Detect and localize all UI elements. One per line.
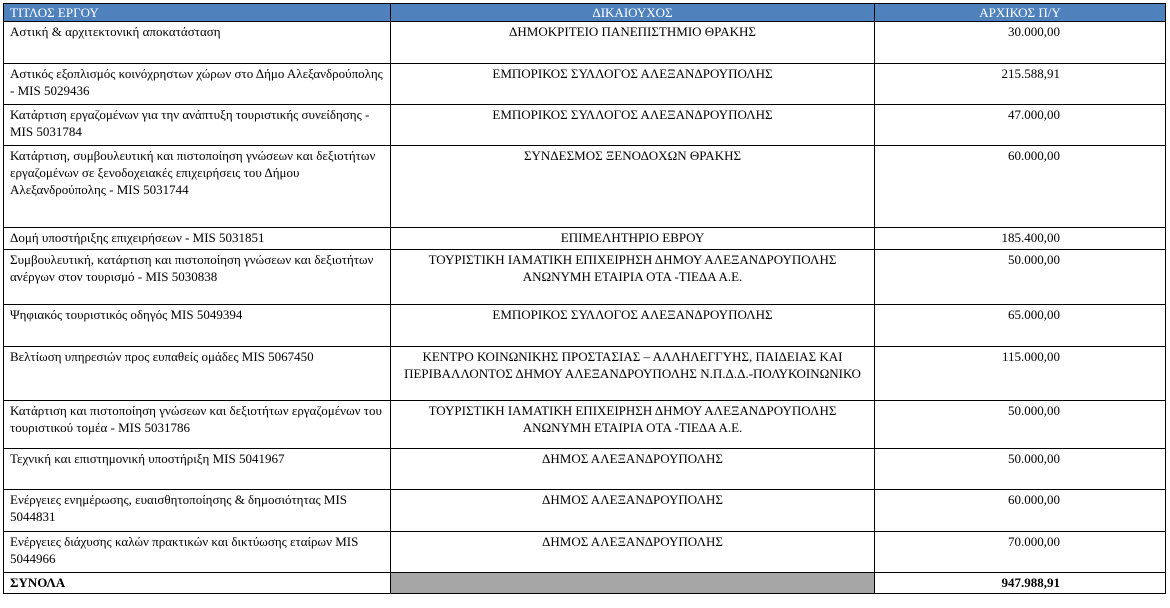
- totals-label: ΣΥΝΟΛΑ: [4, 573, 391, 594]
- table-row: [4, 250, 1166, 305]
- beneficiary: ΤΟΥΡΙΣΤΙΚΗ ΙΑΜΑΤΙΚΗ ΕΠΙΧΕΙΡΗΣΗ ΔΗΜΟΥ ΑΛΕΞΑΝΔΡΟΥΠΟΛΗΣ ΑΝΩΝΥΜΗ ΕΤΑΙΡΙΑ ΟΤΑ -ΤΙΕΔΑ Α.Ε.: [391, 401, 875, 449]
- beneficiary: ΔΗΜΟΣ ΑΛΕΞΑΝΔΡΟΥΠΟΛΗΣ: [391, 490, 875, 532]
- table-row: [4, 532, 1166, 573]
- project-title: Αστική & αρχιτεκτονική αποκατάσταση: [4, 22, 391, 64]
- totals-empty-cell: [391, 573, 875, 594]
- budget: 50.000,00: [875, 449, 1166, 490]
- table-row: [4, 64, 1166, 105]
- project-title: Κατάρτιση και πιστοποίηση γνώσεων και δεξιοτήτων εργαζομένων του τουριστικού τομέα - MIS 5031786: [4, 401, 391, 449]
- beneficiary: ΕΜΠΟΡΙΚΟΣ ΣΥΛΛΟΓΟΣ ΑΛΕΞΑΝΔΡΟΥΠΟΛΗΣ: [391, 105, 875, 146]
- table-row: [4, 449, 1166, 490]
- project-title: Συμβουλευτική, κατάρτιση και πιστοποίηση γνώσεων και δεξιοτήτων ανέργων στον τουρισμό - MIS 5030838: [4, 250, 391, 305]
- project-title: Κατάρτιση, συμβουλευτική και πιστοποίηση γνώσεων και δεξιοτήτων εργαζομένων σε ξενοδοχειακές επιχειρήσεις του Δήμου Αλεξανδρούπολης - MIS 5031744: [4, 146, 391, 228]
- budget: 70.000,00: [875, 532, 1166, 573]
- beneficiary: ΕΠΙΜΕΛΗΤΗΡΙΟ ΕΒΡΟΥ: [391, 228, 875, 250]
- budget: 185.400,00: [875, 228, 1166, 250]
- header-beneficiary: ΔΙΚΑΙΟΥΧΟΣ: [391, 4, 875, 22]
- table-row: [4, 305, 1166, 347]
- budget: 47.000,00: [875, 105, 1166, 146]
- totals-row: [4, 573, 1166, 594]
- table-row: [4, 146, 1166, 228]
- table-row: [4, 105, 1166, 146]
- beneficiary: ΤΟΥΡΙΣΤΙΚΗ ΙΑΜΑΤΙΚΗ ΕΠΙΧΕΙΡΗΣΗ ΔΗΜΟΥ ΑΛΕΞΑΝΔΡΟΥΠΟΛΗΣ ΑΝΩΝΥΜΗ ΕΤΑΙΡΙΑ ΟΤΑ -ΤΙΕΔΑ Α.Ε.: [391, 250, 875, 305]
- beneficiary: ΔΗΜΟΣ ΑΛΕΞΑΝΔΡΟΥΠΟΛΗΣ: [391, 449, 875, 490]
- beneficiary: ΕΜΠΟΡΙΚΟΣ ΣΥΛΛΟΓΟΣ ΑΛΕΞΑΝΔΡΟΥΠΟΛΗΣ: [391, 64, 875, 105]
- totals-value: 947.988,91: [875, 573, 1166, 594]
- table-row: [4, 401, 1166, 449]
- project-title: Δομή υποστήριξης επιχειρήσεων - MIS 5031851: [4, 228, 391, 250]
- budget: 50.000,00: [875, 250, 1166, 305]
- project-title: Βελτίωση υπηρεσιών προς ευπαθείς ομάδες MIS 5067450: [4, 347, 391, 401]
- budget: 65.000,00: [875, 305, 1166, 347]
- budget: 215.588,91: [875, 64, 1166, 105]
- project-title: Κατάρτιση εργαζομένων για την ανάπτυξη τουριστικής συνείδησης - MIS 5031784: [4, 105, 391, 146]
- project-title: Ενέργειες ενημέρωσης, ευαισθητοποίησης & δημοσιότητας MIS 5044831: [4, 490, 391, 532]
- project-title: Αστικός εξοπλισμός κοινόχρηστων χώρων στο Δήμο Αλεξανδρούπολης - MIS 5029436: [4, 64, 391, 105]
- budget: 30.000,00: [875, 22, 1166, 64]
- beneficiary: ΔΗΜΟΣ ΑΛΕΞΑΝΔΡΟΥΠΟΛΗΣ: [391, 532, 875, 573]
- project-title: Ψηφιακός τουριστικός οδηγός MIS 5049394: [4, 305, 391, 347]
- table-row: [4, 228, 1166, 250]
- budget: 115.000,00: [875, 347, 1166, 401]
- budget: 50.000,00: [875, 401, 1166, 449]
- table-row: [4, 490, 1166, 532]
- table-row: [4, 22, 1166, 64]
- budget: 60.000,00: [875, 490, 1166, 532]
- project-title: Τεχνική και επιστημονική υποστήριξη MIS 5041967: [4, 449, 391, 490]
- budget: 60.000,00: [875, 146, 1166, 228]
- header-title: ΤΙΤΛΟΣ ΕΡΓΟΥ: [4, 4, 391, 22]
- header-row: [4, 4, 1166, 22]
- projects-table: [3, 3, 1166, 594]
- beneficiary: ΣΥΝΔΕΣΜΟΣ ΞΕΝΟΔΟΧΩΝ ΘΡΑΚΗΣ: [391, 146, 875, 228]
- beneficiary: ΔΗΜΟΚΡΙΤΕΙΟ ΠΑΝΕΠΙΣΤΗΜΙΟ ΘΡΑΚΗΣ: [391, 22, 875, 64]
- beneficiary: ΚΕΝΤΡΟ ΚΟΙΝΩΝΙΚΗΣ ΠΡΟΣΤΑΣΙΑΣ – ΑΛΛΗΛΕΓΓΥΗΣ, ΠΑΙΔΕΙΑΣ ΚΑΙ ΠΕΡΙΒΑΛΛΟΝΤΟΣ ΔΗΜΟΥ ΑΛΕΞΑΝΔΡΟΥΠΟΛΗΣ Ν.Π.Δ.Δ.-ΠΟΛΥΚΟΙΝΩΝΙΚΟ: [391, 347, 875, 401]
- table-row: [4, 347, 1166, 401]
- project-title: Ενέργειες διάχυσης καλών πρακτικών και δικτύωσης εταίρων MIS 5044966: [4, 532, 391, 573]
- header-budget: ΑΡΧΙΚΟΣ Π/Υ: [875, 4, 1166, 22]
- beneficiary: ΕΜΠΟΡΙΚΟΣ ΣΥΛΛΟΓΟΣ ΑΛΕΞΑΝΔΡΟΥΠΟΛΗΣ: [391, 305, 875, 347]
